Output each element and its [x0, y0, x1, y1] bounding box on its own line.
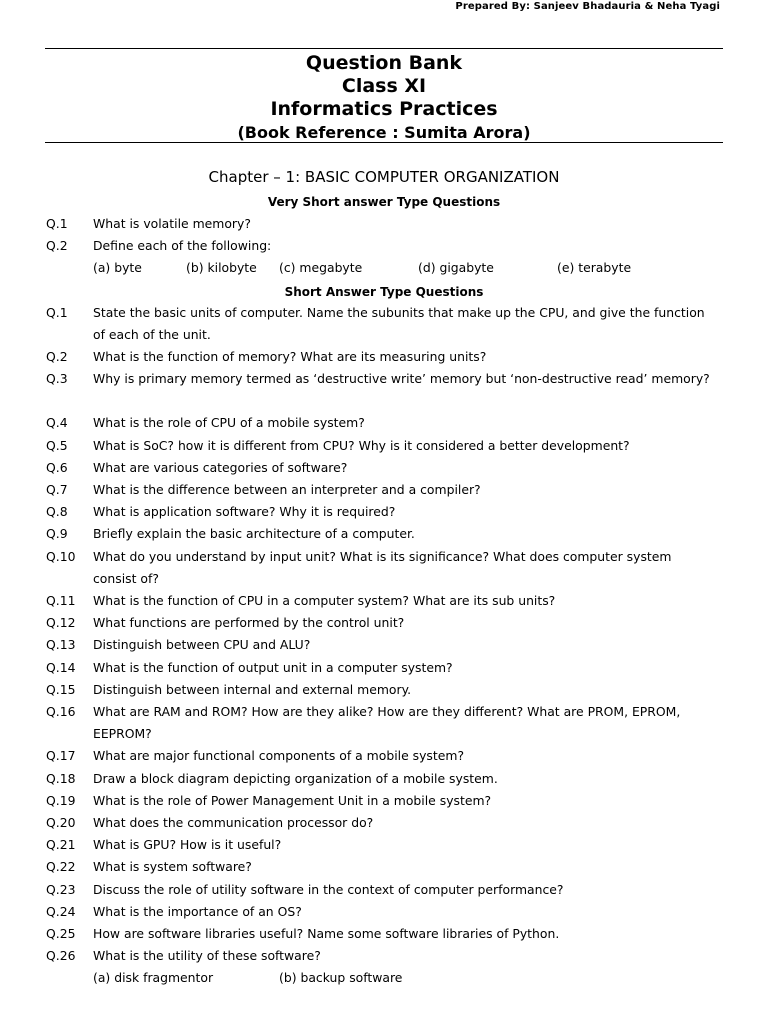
option-b: (b) backup software — [279, 970, 403, 985]
bottom-rule — [45, 142, 723, 143]
question-text: What is system software? — [93, 859, 252, 874]
question-number: Q.7 — [46, 482, 68, 497]
title-question-bank: Question Bank — [305, 52, 463, 74]
question-text: State the basic units of computer. Name the subunits that make up the CPU, and give the function of each of the unit. — [93, 305, 705, 342]
question-number: Q.24 — [46, 904, 76, 919]
question-number: Q.21 — [46, 837, 76, 852]
question-text: What functions are performed by the control unit? — [93, 615, 405, 630]
question-number: Q.10 — [46, 549, 76, 564]
question-text: Discuss the role of utility software in the context of computer performance? — [93, 882, 564, 897]
question-text: What do you understand by input unit? What is its significance? What does computer system consist of? — [93, 549, 672, 586]
question-text: How are software libraries useful? Name some software libraries of Python. — [93, 926, 560, 941]
question-text: What is the importance of an OS? — [93, 904, 302, 919]
question-number: Q.1 — [46, 216, 68, 231]
prepared-by: Prepared By: Sanjeev Bhadauria & Neha Tyagi — [455, 1, 720, 12]
question-number: Q.3 — [46, 371, 68, 386]
question-number: Q.2 — [46, 349, 68, 364]
question-number: Q.11 — [46, 593, 76, 608]
question-number: Q.14 — [46, 660, 76, 675]
question-text: What is application software? Why it is required? — [93, 504, 396, 519]
short-answer-heading: Short Answer Type Questions — [284, 285, 484, 299]
option-d: (d) gigabyte — [418, 260, 494, 275]
question-number: Q.15 — [46, 682, 76, 697]
question-number: Q.4 — [46, 415, 68, 430]
question-text: What is the difference between an interpreter and a compiler? — [93, 482, 481, 497]
question-number: Q.20 — [46, 815, 76, 830]
question-number: Q.6 — [46, 460, 68, 475]
question-number: Q.2 — [46, 238, 68, 253]
option-b: (b) kilobyte — [186, 260, 257, 275]
question-number: Q.25 — [46, 926, 76, 941]
option-c: (c) megabyte — [279, 260, 363, 275]
question-text: What are major functional components of a mobile system? — [93, 748, 465, 763]
question-text: Define each of the following: — [93, 238, 272, 253]
question-number: Q.16 — [46, 704, 76, 719]
question-text: What is GPU? How is it useful? — [93, 837, 282, 852]
question-text: Why is primary memory termed as ‘destructive write’ memory but ‘non-destructive read’ memory? — [93, 371, 710, 386]
question-number: Q.5 — [46, 438, 68, 453]
question-text: What is the role of Power Management Unit in a mobile system? — [93, 793, 492, 808]
question-text: What is the function of memory? What are its measuring units? — [93, 349, 487, 364]
question-number: Q.26 — [46, 948, 76, 963]
option-a: (a) byte — [93, 260, 142, 275]
question-text: What does the communication processor do? — [93, 815, 374, 830]
question-number: Q.22 — [46, 859, 76, 874]
title-subject: Informatics Practices — [270, 98, 498, 120]
question-text: Draw a block diagram depicting organization of a mobile system. — [93, 771, 498, 786]
question-number: Q.19 — [46, 793, 76, 808]
question-text: Distinguish between internal and external memory. — [93, 682, 412, 697]
book-reference: (Book Reference : Sumita Arora) — [237, 123, 531, 142]
question-text: What is SoC? how it is different from CPU? Why is it considered a better development? — [93, 438, 630, 453]
question-text: What is the role of CPU of a mobile system? — [93, 415, 365, 430]
question-text: What is the function of output unit in a computer system? — [93, 660, 453, 675]
question-number: Q.17 — [46, 748, 76, 763]
top-rule — [45, 48, 723, 49]
option-a: (a) disk fragmentor — [93, 970, 214, 985]
question-number: Q.23 — [46, 882, 76, 897]
question-number: Q.8 — [46, 504, 68, 519]
very-short-heading: Very Short answer Type Questions — [267, 195, 501, 209]
question-number: Q.13 — [46, 637, 76, 652]
question-text: Distinguish between CPU and ALU? — [93, 637, 311, 652]
chapter-heading: Chapter – 1: BASIC COMPUTER ORGANIZATION — [208, 168, 560, 186]
question-number: Q.9 — [46, 526, 68, 541]
title-block — [0, 52, 768, 143]
question-text: What is volatile memory? — [93, 216, 251, 231]
option-e: (e) terabyte — [557, 260, 632, 275]
question-text: What is the function of CPU in a computer system? What are its sub units? — [93, 593, 556, 608]
question-number: Q.18 — [46, 771, 76, 786]
question-number: Q.1 — [46, 305, 68, 320]
question-text: What are RAM and ROM? How are they alike? How are they different? What are PROM, EPROM, EEPROM? — [93, 704, 681, 741]
title-class: Class XI — [341, 75, 427, 97]
question-text: What is the utility of these software? — [93, 948, 321, 963]
question-text: What are various categories of software? — [93, 460, 348, 475]
question-text: Briefly explain the basic architecture of a computer. — [93, 526, 415, 541]
question-number: Q.12 — [46, 615, 76, 630]
